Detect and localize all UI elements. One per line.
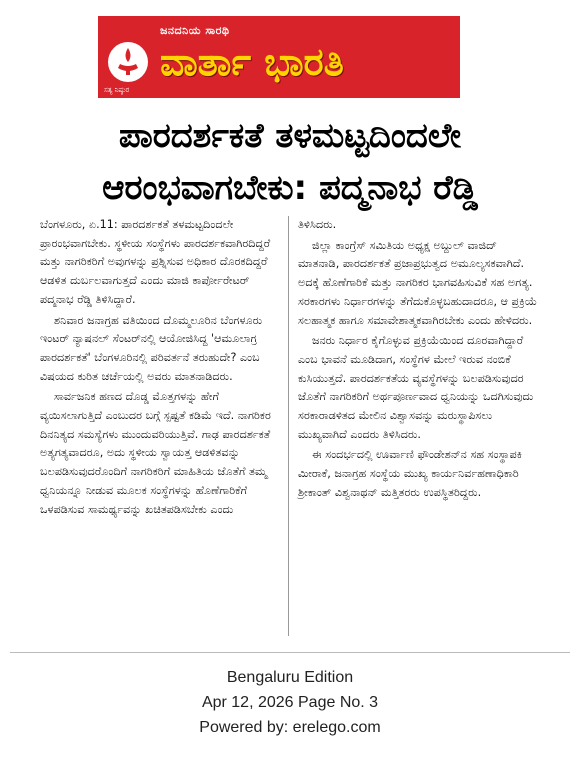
column-divider	[288, 216, 289, 636]
article-headline	[30, 110, 550, 214]
paragraph: ಜಿಲ್ಲಾ ಕಾಂಗ್ರೆಸ್ ಸಮಿತಿಯ ಅಧ್ಯಕ್ಷ ಅಬ್ದುಲ್ ವಾಜಿದ್ ಮಾತನಾಡಿ, ಪಾರದರ್ಶಕತೆ ಪ್ರಜಾಪ್ರಭುತ್ವದ ಅಮೂಲ್ಯಸಕವಾಗಿದೆ. ಅದಕ್ಕೆ ಹೊಣೆಗಾರಿಕೆ ಮತ್ತು ನಾಗರಿಕರ ಭಾಗವಹಿಸುವಿಕೆ ಸಹ ಅಗತ್ಯ. ಸರಕಾರಗಳು ನಿರ್ಧಾರಗಳನ್ನು ತೆಗೆದುಕೊಳ್ಳಬಹುದಾದರೂ, ಆ ಪ್ರಕ್ರಿಯೆ ಸಲಹಾತ್ಮಕ ಹಾಗೂ ಸಮಾವೇಶಾತ್ಮಕವಾಗಿರಬೇಕು ಎಂದು ಹೇಳಿದರು.	[298, 238, 538, 327]
masthead	[98, 16, 460, 98]
article-body	[40, 216, 544, 644]
masthead-kicker: ಜನದನಿಯ ಸಾರಥಿ	[160, 24, 230, 37]
paragraph: ಜನರು ನಿರ್ಧಾರ ಕೈಗೊಳ್ಳುವ ಪ್ರಕ್ರಿಯೆಯಿಂದ ದೂರವಾಗಿದ್ದಾರೆ ಎಂಬ ಭಾವನೆ ಮೂಡಿದಾಗ, ಸಂಸ್ಥೆಗಳ ಮೇಲೆ ಇರುವ ನಂಬಿಕೆ ಕುಸಿಯುತ್ತದೆ. ಪಾರದರ್ಶಕತೆಯ ವ್ಯವಸ್ಥೆಗಳನ್ನು ಬಲಪಡಿಸುವುದರ ಜೊತೆಗೆ ನಾಗರಿಕರಿಗೆ ಅರ್ಥಪೂರ್ಣವಾದ ಧ್ವನಿಯನ್ನು ಒದಗಿಸುವುದು ಸರಕಾರಾಡಳಿತದ ಮೇಲಿನ ವಿಶ್ವಾಸವನ್ನು ಮರುಸ್ಥಾಪಿಸಲು ಮುಖ್ಯವಾಗಿದೆ ಎಂದರು ತಿಳಿಸಿದರು.	[298, 334, 534, 441]
headline-line-1: ಪಾರದರ್ಶಕತೆ ತಳಮಟ್ಟದಿಂದಲೇ	[118, 116, 462, 156]
paragraph: ತಿಳಿಸಿದರು.	[298, 218, 337, 231]
masthead-tagline: ಸತ್ಯ ನಿಷ್ಠುರ	[104, 86, 130, 94]
article-column-left	[40, 216, 280, 519]
page-footer	[0, 665, 580, 740]
footer-divider	[10, 652, 570, 653]
paragraph: ಈ ಸಂದರ್ಭದಲ್ಲಿ ಊರ್ವಾಣಿ ಫೌಂಡೇಶನ್‌ನ ಸಹ ಸಂಸ್ಥಾಪಕಿ ಮೀರಾಕೆ, ಜನಾಗ್ರಹ ಸಂಸ್ಥೆಯ ಮುಖ್ಯ ಕಾರ್ಯನಿರ್ವಹಣಾಧಿಕಾರಿ ಶ್ರೀಕಾಂತ್ ವಿಶ್ವನಾಥನ್ ಮತ್ತಿತರರು ಉಪಸ್ಥಿತರಿದ್ದರು.	[298, 448, 523, 499]
edition-label: Bengaluru Edition	[226, 669, 354, 686]
paragraph: ಬೆಂಗಳೂರು, ಏ.11: ಪಾರದರ್ಶಕತೆ ತಳಮಟ್ಟದಿಂದಲೇ ಪ್ರಾರಂಭವಾಗಬೇಕು. ಸ್ಥಳೀಯ ಸಂಸ್ಥೆಗಳು ಪಾರದರ್ಶಕವಾಗಿರದಿದ್ದರೆ ಮತ್ತು ನಾಗರಿಕರಿಗೆ ಅವುಗಳನ್ನು ಪ್ರಶ್ನಿಸುವ ಅಧಿಕಾರ ದೊರಕದಿದ್ದರೆ ಆಡಳಿತ ದುರ್ಬಲವಾಗುತ್ತದೆ ಎಂದು ಮಾಜಿ ಕಾರ್ಪೋರೇಟರ್ ಪದ್ಮನಾಭ ರೆಡ್ಡಿ ತಿಳಿಸಿದ್ದಾರೆ.	[40, 218, 271, 306]
masthead-title: ವಾರ್ತಾ ಭಾರತಿ	[160, 40, 344, 84]
date-page-label: Apr 12, 2026 Page No. 3	[201, 694, 379, 711]
paragraph: ಶನಿವಾರ ಜನಾಗ್ರಹ ವತಿಯಿಂದ ದೊಮ್ಮಲೂರಿನ ಬೆಂಗಳೂರು ಇಂಟರ್ ನ್ಯಾಷನಲ್ ಸೆಂಟರ್‌ನಲ್ಲಿ ಆಯೋಜಿಸಿದ್ದ 'ಆಮೂಲಾಗ್ರ ಪಾರದರ್ಶಕತೆ' ಬೆಂಗಳೂರಿನಲ್ಲಿ ಪರಿವರ್ತನೆ ತರುಹುದೇ? ಎಂಬ ವಿಷಯದ ಕುರಿತ ಚರ್ಚೆಯಲ್ಲಿ ಅವರು ಮಾತನಾಡಿದರು.	[40, 313, 263, 383]
paragraph: ಸಾರ್ವಜನಿಕ ಹಣದ ದೊಡ್ಡ ಮೊತ್ತಗಳನ್ನು ಹೇಗೆ ವ್ಯಯಿಸಲಾಗುತ್ತಿದೆ ಎಂಬುದರ ಬಗ್ಗೆ ಸ್ಪಷ್ಟತೆ ಕಡಿಮೆ ಇದೆ. ನಾಗರಿಕರ ದಿನನಿತ್ಯದ ಸಮಸ್ಯೆಗಳು ಮುಂದುವರಿಯುತ್ತಿವೆ. ಗಾಢ ಪಾರದರ್ಶಕತೆ ಅತ್ಯಗತ್ಯವಾದರೂ, ಅದು ಸ್ಥಳೀಯ ಸ್ವಾಯತ್ತ ಆಡಳಿತವನ್ನು ಬಲಪಡಿಸುವುದರೊಂದಿಗೆ ನಾಗರಿಕರಿಗೆ ಮಾಹಿತಿಯ ಜೊತೆಗೆ ತಮ್ಮ ಧ್ವನಿಯನ್ನೂ ನೀಡುವ ಮೂಲಕ ಸಂಸ್ಥೆಗಳನ್ನು ಹೊಣೆಗಾರಿಕೆಗೆ ಒಳಪಡಿಸುವ ಸಾಮರ್ಥ್ಯವನ್ನು ಖಚಿತಪಡಿಸಬೇಕು ಎಂದು	[40, 390, 271, 516]
headline-line-2: ಆರಂಭವಾಗಬೇಕು: ಪದ್ಮನಾಭ ರೆಡ್ಡಿ	[102, 168, 478, 208]
article-column-right	[298, 216, 538, 503]
powered-by-label: Powered by: erelego.com	[199, 719, 381, 736]
lamp-logo-icon	[106, 40, 150, 84]
